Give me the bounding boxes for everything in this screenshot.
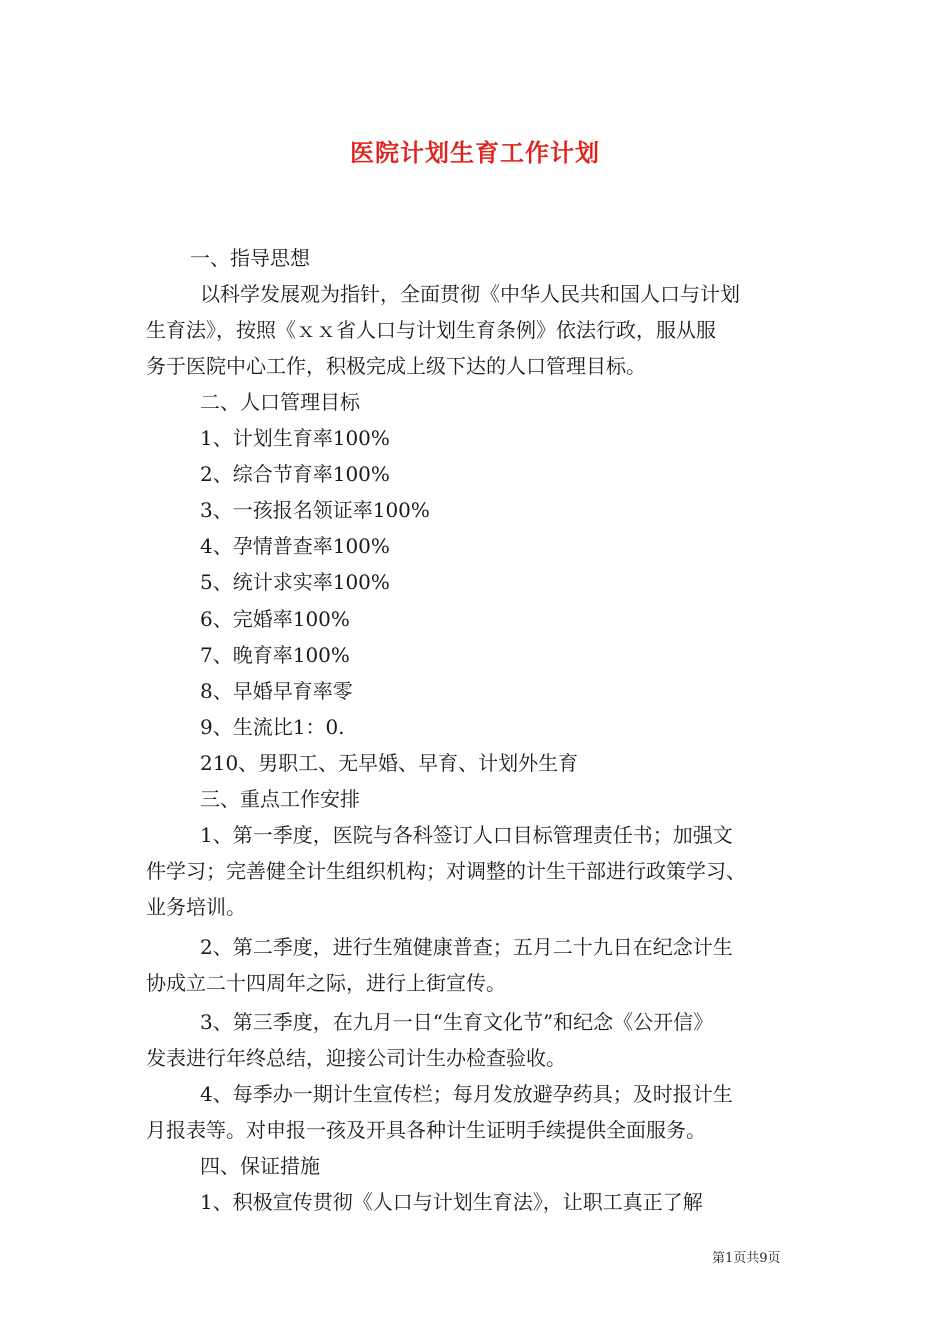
list-item: 210、男职工、无早婚、早育、计划外生育 xyxy=(200,751,579,775)
section-heading: 二、人口管理目标 xyxy=(200,390,360,414)
paragraph-line: 1、第一季度，医院与各科签订人口目标管理责任书；加强文 xyxy=(200,823,733,847)
paragraph-line: 生育法》，按照《ｘｘ省人口与计划生育条例》依法行政，服从服 xyxy=(146,318,716,342)
list-item: 8、早婚早育率零 xyxy=(200,679,353,703)
section-heading: 四、保证措施 xyxy=(200,1154,320,1178)
paragraph-line: 业务培训。 xyxy=(146,895,246,919)
list-item: 4、孕情普查率100% xyxy=(200,534,390,558)
list-item: 2、综合节育率100% xyxy=(200,462,390,486)
list-item: 9、生流比1：0. xyxy=(200,715,345,739)
paragraph-line: 发表进行年终总结，迎接公司计生办检查验收。 xyxy=(146,1046,566,1070)
list-item: 5、统计求实率100% xyxy=(200,570,390,594)
paragraph-line: 以科学发展观为指针，全面贯彻《中华人民共和国人口与计划 xyxy=(200,282,740,306)
list-item: 3、一孩报名领证率100% xyxy=(200,498,430,522)
list-item: 1、计划生育率100% xyxy=(200,426,390,450)
paragraph-line: 2、第二季度，进行生殖健康普查；五月二十九日在纪念计生 xyxy=(200,935,733,959)
paragraph-line: 4、每季办一期计生宣传栏；每月发放避孕药具；及时报计生 xyxy=(200,1082,733,1106)
section-heading: 一、指导思想 xyxy=(190,246,310,270)
paragraph-line: 1、积极宣传贯彻《人口与计划生育法》，让职工真正了解 xyxy=(200,1190,703,1214)
paragraph-line: 3、第三季度，在九月一日“生育文化节”和纪念《公开信》 xyxy=(200,1010,714,1034)
list-item: 7、晚育率100% xyxy=(200,643,350,667)
page-number-footer: 第1页共9页 xyxy=(712,1251,781,1266)
list-item: 6、完婚率100% xyxy=(200,607,350,631)
document-title: 医院计划生育工作计划 xyxy=(350,138,600,167)
paragraph-line: 务于医院中心工作，积极完成上级下达的人口管理目标。 xyxy=(146,354,646,378)
paragraph-line: 件学习；完善健全计生组织机构；对调整的计生干部进行政策学习、 xyxy=(146,859,746,883)
paragraph-line: 月报表等。对申报一孩及开具各种计生证明手续提供全面服务。 xyxy=(146,1118,706,1142)
section-heading: 三、重点工作安排 xyxy=(200,787,360,811)
paragraph-line: 协成立二十四周年之际，进行上街宣传。 xyxy=(146,971,506,995)
